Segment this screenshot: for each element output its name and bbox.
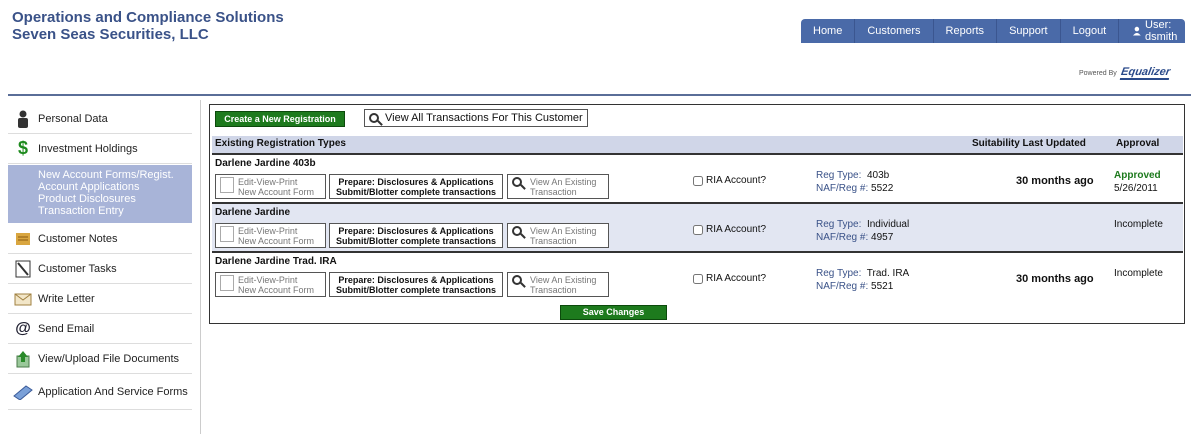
upload-icon [12,349,34,369]
edit-view-print-button[interactable]: Edit-View-Print New Account Form [215,272,326,297]
approval-status: Incomplete [1114,219,1163,230]
registration-name: Darlene Jardine 403b [215,158,316,169]
search-icon [369,113,379,123]
header-approval: Approval [1116,138,1160,149]
ria-account-checkbox[interactable]: RIA Account? [693,175,766,186]
top-nav [801,19,1185,43]
forms-icon [12,382,34,402]
form-icon [220,177,234,193]
sidebar-item-upload-documents[interactable] [8,344,192,374]
sidebar-item-personal-data[interactable] [8,104,192,134]
sidebar-item-write-letter[interactable] [8,284,192,314]
sidebar-item-investment-holdings[interactable] [8,134,192,164]
nav-home[interactable]: Home [801,19,855,43]
header-divider [8,94,1191,96]
powered-label: Powered By [1079,69,1117,77]
letter-icon [12,289,34,309]
sidebar-item-label: View/Upload File Documents [38,352,180,365]
view-existing-transaction-button[interactable]: View An Existing Transaction [507,272,609,297]
sidebar-item-label: Customer Tasks [38,262,117,275]
active-line3: Product Disclosures [38,193,136,205]
nav-reports[interactable]: Reports [934,19,998,43]
ria-account-checkbox[interactable]: RIA Account? [693,224,766,235]
ria-account-checkbox[interactable]: RIA Account? [693,273,766,284]
nav-customers[interactable]: Customers [855,19,933,43]
suitability-updated: 30 months ago [1016,273,1094,285]
sidebar-divider [200,100,201,434]
sidebar [8,104,192,410]
form-icon [220,275,234,291]
sidebar-item-label: Write Letter [38,292,95,305]
ria-checkbox[interactable] [693,176,703,186]
nav-support[interactable]: Support [997,19,1061,43]
active-line4: Transaction Entry [38,205,124,217]
registration-name: Darlene Jardine Trad. IRA [215,256,337,267]
edit-view-print-button[interactable]: Edit-View-Print New Account Form [215,223,326,248]
title-line1: Operations and Compliance Solutions [12,9,284,26]
sidebar-item-customer-notes[interactable] [8,224,192,254]
dollar-icon: $ [17,138,28,158]
search-icon [512,177,522,187]
sidebar-item-label: Personal Data [38,112,108,125]
prepare-disclosures-button[interactable]: Prepare: Disclosures & Applications Submit/Blotter complete transactions [329,223,503,248]
approval-status: Incomplete [1114,268,1163,279]
search-icon [512,226,522,236]
edit-view-print-button[interactable]: Edit-View-Print New Account Form [215,174,326,199]
prepare-disclosures-button[interactable]: Prepare: Disclosures & Applications Submit/Blotter complete transactions [329,174,503,199]
tasks-icon [12,259,34,279]
powered-by [1079,66,1170,80]
nav-logout[interactable]: Logout [1061,19,1120,43]
suitability-updated: 30 months ago [1016,175,1094,187]
registration-name: Darlene Jardine [215,207,291,218]
reg-info: Reg Type: 403b NAF/Reg #: 5522 [816,170,894,194]
active-line2: Account Applications [38,181,140,193]
view-existing-transaction-button[interactable]: View An Existing Transaction [507,223,609,248]
sidebar-item-customer-tasks[interactable] [8,254,192,284]
table-row [212,253,1183,302]
view-all-transactions-button[interactable] [364,109,588,127]
user-label: User: dsmith [1145,19,1178,43]
user-icon [1133,24,1141,38]
sidebar-item-label: Investment Holdings [38,142,138,155]
person-icon [12,109,34,129]
sidebar-item-application-forms[interactable] [8,374,192,410]
ria-checkbox[interactable] [693,225,703,235]
create-registration-button[interactable]: Create a New Registration [215,111,345,127]
reg-info: Reg Type: Individual NAF/Reg #: 4957 [816,219,910,243]
header-types: Existing Registration Types [215,138,346,149]
user-indicator [1119,19,1185,43]
form-icon [220,226,234,242]
header-suitability: Suitability Last Updated [972,138,1086,149]
sidebar-item-label: Send Email [38,322,95,335]
sidebar-item-send-email[interactable] [8,314,192,344]
ria-checkbox[interactable] [693,274,703,284]
sidebar-item-label: Customer Notes [38,232,118,245]
approval-status: Approved 5/26/2011 [1114,170,1161,194]
company-title [12,9,284,43]
email-icon: @ [15,319,31,337]
equalizer-logo: Equalizer [1119,66,1171,78]
save-changes-button[interactable]: Save Changes [560,305,667,320]
active-line1: New Account Forms/Regist. [38,169,174,181]
table-row [212,155,1183,204]
table-header [212,136,1183,153]
notes-icon [12,229,34,249]
table-row [212,204,1183,253]
search-icon [512,275,522,285]
reg-info: Reg Type: Trad. IRA NAF/Reg #: 5521 [816,268,910,292]
prepare-disclosures-button[interactable]: Prepare: Disclosures & Applications Submit/Blotter complete transactions [329,272,503,297]
sidebar-item-new-account-forms[interactable] [8,165,192,223]
view-all-label: View All Transactions For This Customer [385,112,583,124]
view-existing-transaction-button[interactable]: View An Existing Transaction [507,174,609,199]
title-line2: Seven Seas Securities, LLC [12,26,209,43]
sidebar-item-label: Application And Service Forms [38,385,188,398]
